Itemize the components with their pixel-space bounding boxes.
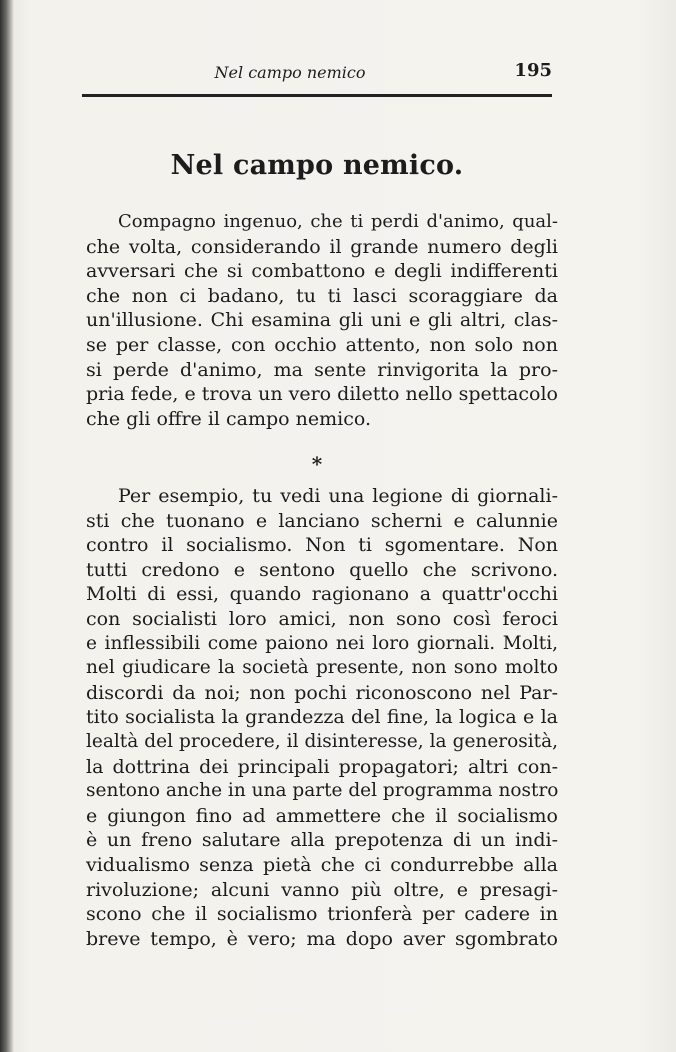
- text-line: si perde d'animo, ma sente rinvigorita la pro-: [86, 358, 558, 381]
- chapter-title: Nel campo nemico.: [170, 150, 464, 181]
- running-head: [82, 60, 552, 90]
- header-rule: [82, 94, 552, 97]
- text-line: che non ci badano, tu ti lasci scoraggiare da: [86, 284, 558, 307]
- text-line: la dottrina dei principali propagatori; altri con-: [86, 755, 558, 778]
- text-line: Per esempio, tu vedi una legione di giornali-: [118, 485, 558, 507]
- text-line: sti che tuonano e lanciano scherni e calunnie: [86, 509, 558, 532]
- text-line: con socialisti loro amici, non sono così feroci: [86, 607, 558, 630]
- text-line: e inflessibili come paiono nei loro giornali. Molti,: [86, 632, 558, 654]
- text-line: contro il socialismo. Non ti sgomentare. Non: [86, 534, 558, 557]
- text-line: lealtà del procedere, il disinteresse, la generosità,: [86, 730, 558, 752]
- text-line: pria fede, e trova un vero diletto nello spettacolo: [86, 383, 558, 406]
- text-line: scono che il socialismo trionferà per cadere in: [86, 903, 558, 926]
- text-line: se per classe, con occhio attento, non solo non: [86, 333, 558, 356]
- text-line: che gli offre il campo nemico.: [86, 407, 371, 430]
- text-line: breve tempo, è vero; ma dopo aver sgombrato: [86, 927, 558, 950]
- text-line: avversari che si combattono e degli indifferenti: [86, 260, 558, 283]
- text-line: sentono anche in una parte del programma nostro: [86, 780, 559, 802]
- text-line: discordi da noi; non pochi riconoscono nel Par-: [86, 681, 558, 704]
- text-line: tito socialista la grandezza del fine, la logica e la: [86, 706, 558, 729]
- section-separator: *: [311, 452, 323, 476]
- text-line: vidualismo senza pietà che ci condurrebbe alla: [86, 853, 558, 876]
- page-number: 195: [514, 60, 552, 81]
- text-line: Molti di essi, quando ragionano a quattr'occhi: [86, 583, 558, 606]
- text-line: è un freno salutare alla prepotenza di un indi-: [86, 829, 558, 852]
- text-line: Compagno ingenuo, che ti perdi d'animo, qual-: [118, 211, 558, 232]
- binding-edge: [0, 0, 14, 1052]
- text-line: e giungon fino ad ammettere che il socialismo: [86, 804, 558, 827]
- text-line: rivoluzione; alcuni vanno più oltre, e presagi-: [86, 878, 558, 901]
- paragraph-2: [86, 484, 558, 951]
- running-title: Nel campo nemico: [214, 63, 366, 82]
- text-line: nel giudicare la società presente, non sono molto: [86, 657, 558, 679]
- text-line: un'illusione. Chi esamina gli uni e gli altri, clas-: [86, 309, 558, 332]
- text-line: tutti credono e sentono quello che scrivono.: [86, 558, 558, 581]
- text-line: che volta, considerando il grande numero degli: [86, 235, 558, 258]
- paragraph-1: [86, 210, 558, 431]
